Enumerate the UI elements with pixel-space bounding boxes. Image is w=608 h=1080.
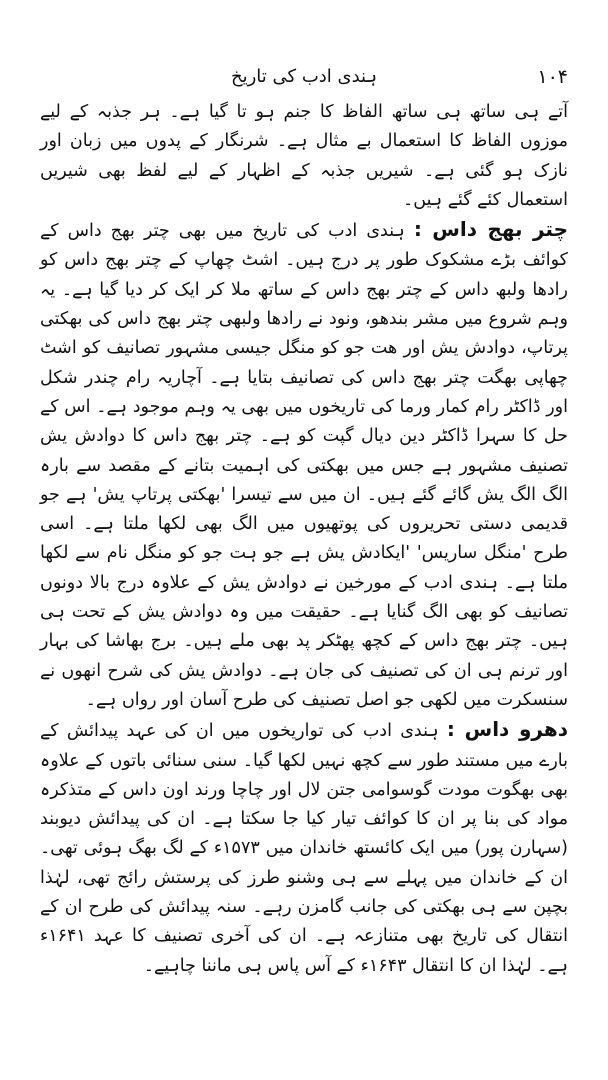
- paragraph-chaturbhuj-das: [40, 215, 568, 715]
- paragraph-chaturbhuj-das-text: ہندی ادب کی تاریخ میں بھی چتر بھج داس کے کوائف بڑے مشکوک طور پر درج ہیں۔ اشٹ چھاپ کے چتر بھج داس کو رادھا ولبھ داس کے چتر بھج داس کے ساتھ ملا کر ایک کر دیا گیا ہے۔ یہ وہم شروع میں مشر بندھو، ونود نے رادھا ولبھی چتر بھج داس کی بھکتی پرتاپ، دوادش یش اور ھت جو کو منگل جیسی مشہور تصانیف کو اشٹ چھاپی بھگت چتر بھج داس کی تصانیف بتایا ہے۔ آچاریہ رام چندر شکل اور ڈاکٹر رام کمار ورما کی تاریخوں میں بھی یہ وہم موجود ہے۔ اس کے حل کا سہرا ڈاکٹر دین دیال گپت کو ہے۔ چتر بھج داس کا دوادش یش تصنیف مشہور ہے جس میں بھکتی کی اہمیت بتانے کے مقصد سے بارہ الگ الگ یش گائے گئے ہیں۔ ان میں سے تیسرا 'بھکتی پرتاپ یش' ہے جو قدیمی دستی تحریروں کی پوتھیوں میں الگ بھی لکھا ملتا ہے۔ اسی طرح 'منگل ساریس' 'ایکادش یش ہے جو ہت جو کو منگل نام سے لکھا ملتا ہے۔ ہندی ادب کے مورخین نے دوادش یش کے علاوہ درج بالا دونوں تصانیف کو بھی الگ گنایا ہے۔ حقیقت میں وہ دوادش یش کے تحت ہی ہیں۔ چتر بھج داس کے کچھ پھٹکر پد بھی ملے ہیں۔ برج بھاشا کی بہار اور ترنم ہی ان کی تصنیف کی جان ہے۔ دوادش یش کی شرح انھوں نے سنسکرت میں لکھی جو اصل تصنیف کی طرح آسان اور رواں ہے۔: [40, 221, 568, 710]
- paragraph-dhruv-das-text: ہندی ادب کی تواریخوں میں ان کی عہد پیدائش کے بارے میں مستند طور سے کچھ نہیں لکھا گیا۔ سنی سنائی باتوں کے علاوہ بھی بھگوت مودت گوسوامی جتن لال اور چاچا ورند اون داس کے متذکرہ مواد کی بنا پر ان کا کوائف تیار کیا جا سکتا ہے۔ ان کی پیدائش دیوبند (سہارن پور) میں ایک کائستھ خاندان میں ۱۵۷۳ء کے لگ بھگ ہوئی تھی۔ ان کے خاندان میں پہلے سے ہی وشنو طرز کی پرستش رائج تھی، لہٰذا بچپن سے ہی بھکتی کی جانب گامزن رہے۔ سنہ پیدائش کی طرح ان کے انتقال کی تاریخ بھی متنازعہ ہے۔ ان کی آخری تصنیف کا عہد ۱۶۴۱ء ہے۔ لہٰذا ان کا انتقال ۱۶۴۳ء کے آس پاس ہی ماننا چاہیے۔: [40, 721, 568, 976]
- paragraph-intro: [40, 98, 568, 215]
- paragraph-dhruv-das: [40, 715, 568, 981]
- heading-dhruv-das: دھرو داس :: [446, 717, 568, 742]
- page-number: ۱۰۴: [537, 66, 568, 88]
- paragraph-intro-text: آتے ہی ساتھ ہی ساتھ الفاظ کا جنم ہو تا گیا ہے۔ ہر جذبہ کے لیے موزوں الفاظ کا استعمال بے مثال ہے۔ شرنگار کے پدوں میں زبان اور نازک ہو گئی ہے۔ شیریں جذبہ کے اظہار کے لیے لفظ بھی شیریں استعمال کئے گئے ہیں۔: [40, 102, 568, 210]
- page-header: [40, 62, 568, 92]
- running-title: ہندی ادب کی تاریخ: [230, 66, 378, 87]
- heading-chaturbhuj-das: چتر بھج داس :: [413, 217, 569, 242]
- body-text: [40, 98, 568, 981]
